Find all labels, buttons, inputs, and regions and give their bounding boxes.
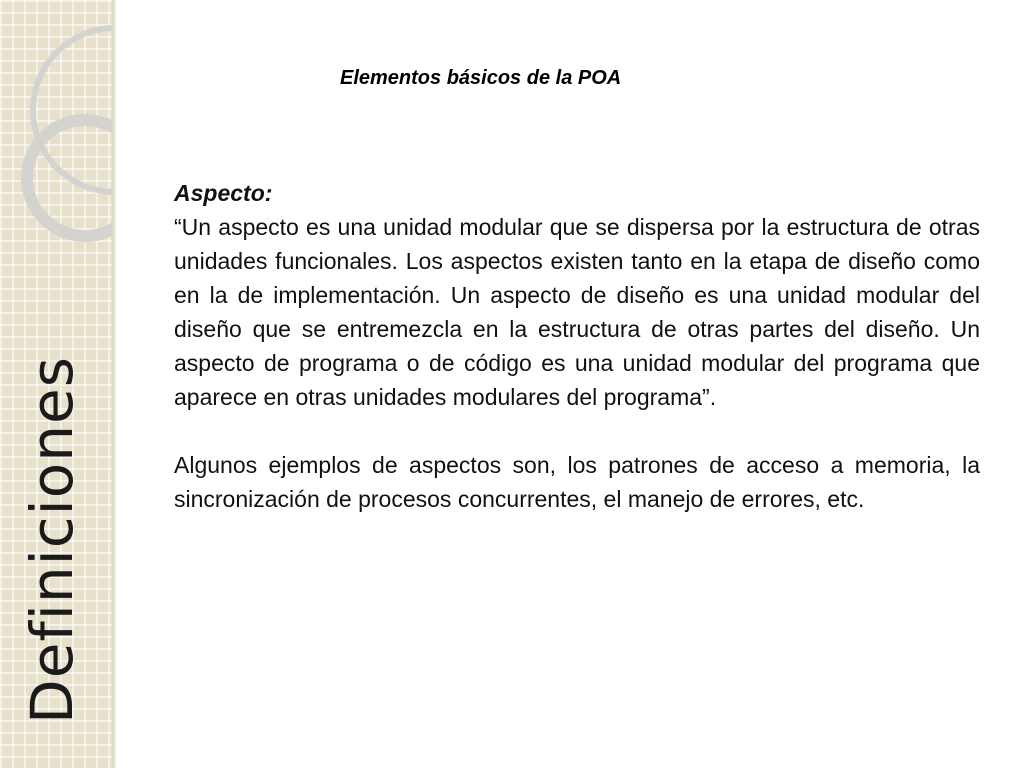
examples-paragraph: Algunos ejemplos de aspectos son, los patrones de acceso a memoria, la sincronización de procesos concurrentes, el manejo de errores, etc. <box>174 452 980 512</box>
definition-paragraph: “Un aspecto es una unidad modular que se dispersa por la estructura de otras unidades funcionales. Los aspectos existen tanto en la etapa de diseño como en la de implementación. Un aspecto de diseño es una unidad modular del diseño que se entremezcla en la estructura de otras partes del diseño. Un aspecto de programa o de código es una unidad modular del programa que aparece en otras unidades modulares del programa”. <box>174 214 980 410</box>
section-heading: Aspecto: <box>174 180 273 206</box>
sidebar-edge <box>112 0 116 768</box>
slide-title: Elementos básicos de la POA <box>340 67 622 89</box>
slide-content <box>174 176 980 516</box>
decorative-sidebar <box>0 0 112 768</box>
sidebar-title: Definiciones <box>18 356 86 724</box>
ring-large <box>33 28 112 192</box>
